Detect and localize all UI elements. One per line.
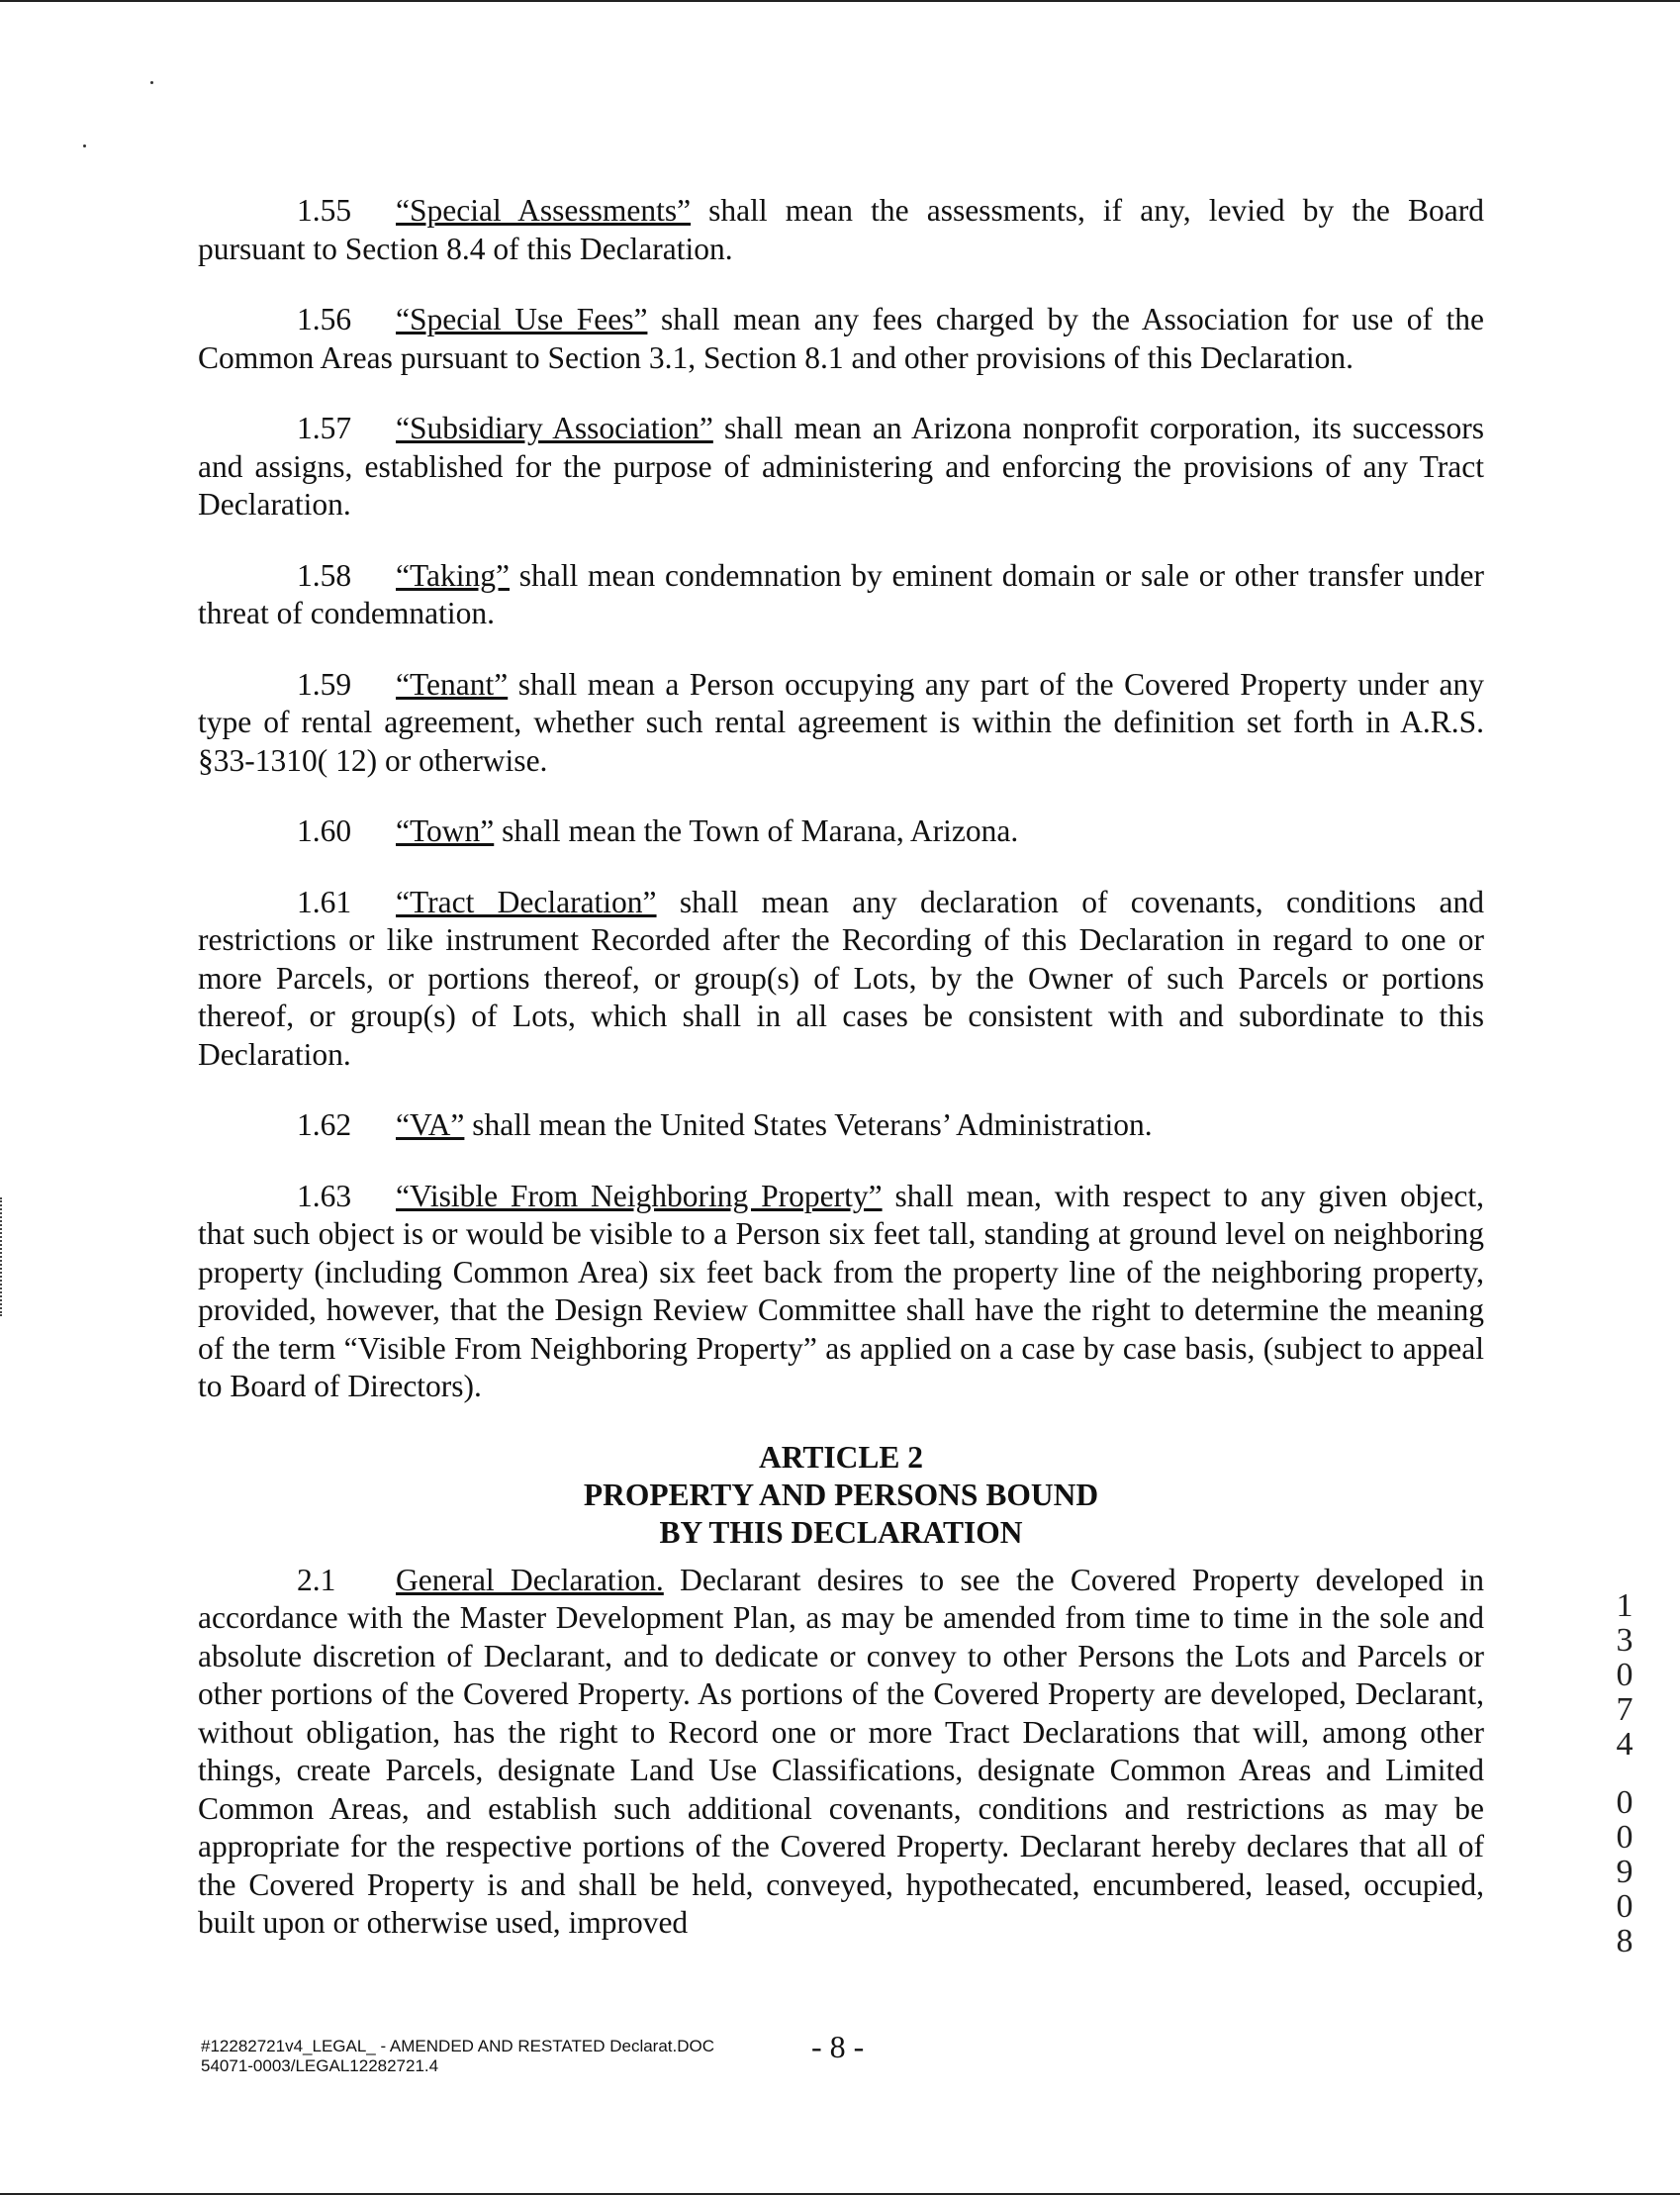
definition-number: 1.61 xyxy=(297,884,352,919)
definition-term: “Subsidiary Association” xyxy=(396,411,713,445)
scan-speck xyxy=(150,81,153,84)
margin-digit: 0 xyxy=(1616,1819,1633,1856)
document-body xyxy=(198,192,1484,1943)
definition-term: “Tenant” xyxy=(396,666,509,702)
article-title: ARTICLE 2 xyxy=(758,1439,924,1475)
definition-term: “VA” xyxy=(396,1107,465,1142)
definition-item xyxy=(198,410,1484,525)
definition-term: “Taking” xyxy=(396,557,510,593)
definition-term: “Visible From Neighboring Property” xyxy=(396,1178,883,1213)
definition-item xyxy=(198,557,1484,633)
definition-item xyxy=(198,812,1484,851)
definition-item xyxy=(198,666,1484,781)
definition-text: shall mean the assessments, if any, levied by the Board pursuant to Section 8.4 of this Declaration. xyxy=(198,193,1484,266)
definition-number: 1.58 xyxy=(297,557,352,593)
margin-digit: 3 xyxy=(1616,1622,1633,1659)
margin-document-number xyxy=(1605,1588,1644,1958)
scan-speck xyxy=(83,144,86,147)
footer-document-id xyxy=(201,2037,714,2076)
definition-number: 1.59 xyxy=(297,666,352,702)
margin-digit: 1 xyxy=(1616,1587,1633,1624)
definition-term: “Tract Declaration” xyxy=(396,884,657,919)
definition-number: 1.55 xyxy=(297,193,352,228)
definition-term: “Special Assessments” xyxy=(396,193,692,228)
definition-term: “Town” xyxy=(396,813,495,848)
definition-term: “Special Use Fees” xyxy=(396,302,648,336)
definition-text: shall mean a Person occupying any part of the Covered Property under any type of rental agreement, whether such rental agreement is within the definition set forth in A.R.S. §33-1310( 12) or otherwise. xyxy=(198,666,1484,778)
definitions-list xyxy=(198,192,1484,1406)
definition-item xyxy=(198,1178,1484,1406)
definition-number: 1.57 xyxy=(297,411,352,445)
margin-digit: 0 xyxy=(1616,1657,1633,1693)
section-title: General Declaration. xyxy=(396,1562,664,1597)
definition-item xyxy=(198,301,1484,377)
definition-number: 1.60 xyxy=(297,813,352,848)
margin-digit: 0 xyxy=(1616,1888,1633,1925)
definition-text: shall mean the Town of Marana, Arizona. xyxy=(494,813,1019,848)
definition-number: 1.62 xyxy=(297,1107,352,1142)
page-top-edge xyxy=(0,0,1680,2)
definition-text: shall mean an Arizona nonprofit corporation, its successors and assigns, established for the purpose of administering and enforcing the provisions of any Tract Declaration. xyxy=(198,411,1485,522)
footer-line: 54071-0003/LEGAL12282721.4 xyxy=(201,2056,439,2075)
definition-number: 1.63 xyxy=(297,1178,352,1213)
article-heading xyxy=(198,1439,1484,1552)
article-subtitle: PROPERTY AND PERSONS BOUND xyxy=(583,1477,1099,1512)
page-number: - 8 - xyxy=(811,2029,865,2064)
article-subtitle: BY THIS DECLARATION xyxy=(659,1514,1023,1550)
definition-item xyxy=(198,884,1484,1075)
margin-digit: 0 xyxy=(1616,1784,1633,1821)
definition-text: shall mean, with respect to any given object, that such object is or would be visible to a Person six feet tall, standing at ground level on neighboring property (including Common Area) six feet back from the property line of the neighboring property, provided, however, that the Design Review Committee shall have the right to determine the meaning of the term “Visible From Neighboring Property” as applied on a case by case basis, (subject to appeal to Board of Directors). xyxy=(198,1178,1484,1403)
section-paragraph xyxy=(198,1562,1484,1943)
definition-item xyxy=(198,192,1484,268)
section-number: 2.1 xyxy=(297,1562,336,1597)
definition-text: shall mean any declaration of covenants, conditions and restrictions or like instrument Recorded after the Recording of this Declaration in regard to one or more Parcels, or portions thereof, or group(s) of Lots, by the Owner of such Parcels or portions thereof, or group(s) of Lots, which shall in all cases be consistent with and subordinate to this Declaration. xyxy=(198,884,1485,1072)
margin-digit: 4 xyxy=(1616,1726,1633,1763)
definition-item xyxy=(198,1106,1484,1145)
margin-digit: 7 xyxy=(1616,1691,1633,1728)
definition-text: shall mean any fees charged by the Association for use of the Common Areas pursuant to Section 3.1, Section 8.1 and other provisions of this Declaration. xyxy=(198,302,1485,375)
margin-digit: 8 xyxy=(1616,1923,1633,1959)
section-text: Declarant desires to see the Covered Property developed in accordance with the Master Development Plan, as may be amended from time to time in the sole and absolute discretion of Declarant, and to dedicate or convey to other Persons the Lots and Parcels or other portions of the Covered Property. As portions of the Covered Property are developed, Declarant, without obligation, has the right to Record one or more Tract Declarations that will, among other things, create Parcels, designate Land Use Classifications, designate Common Areas and Limited Common Areas, and establish such additional covenants, conditions and restrictions as may be appropriate for the respective portions of the Covered Property. Declarant hereby declares that all of the Covered Property is and shall be held, conveyed, hypothecated, encumbered, leased, occupied, built upon or otherwise used, improved xyxy=(198,1562,1484,1940)
margin-digit: 9 xyxy=(1616,1854,1633,1890)
definition-number: 1.56 xyxy=(297,302,352,336)
definition-text: shall mean the United States Veterans’ Administration. xyxy=(464,1107,1153,1142)
footer-line: #12282721v4_LEGAL_ - AMENDED AND RESTATED Declarat.DOC xyxy=(201,2037,715,2055)
binding-mark xyxy=(0,1197,5,1316)
definition-text: shall mean condemnation by eminent domain or sale or other transfer under threat of condemnation. xyxy=(198,557,1484,630)
